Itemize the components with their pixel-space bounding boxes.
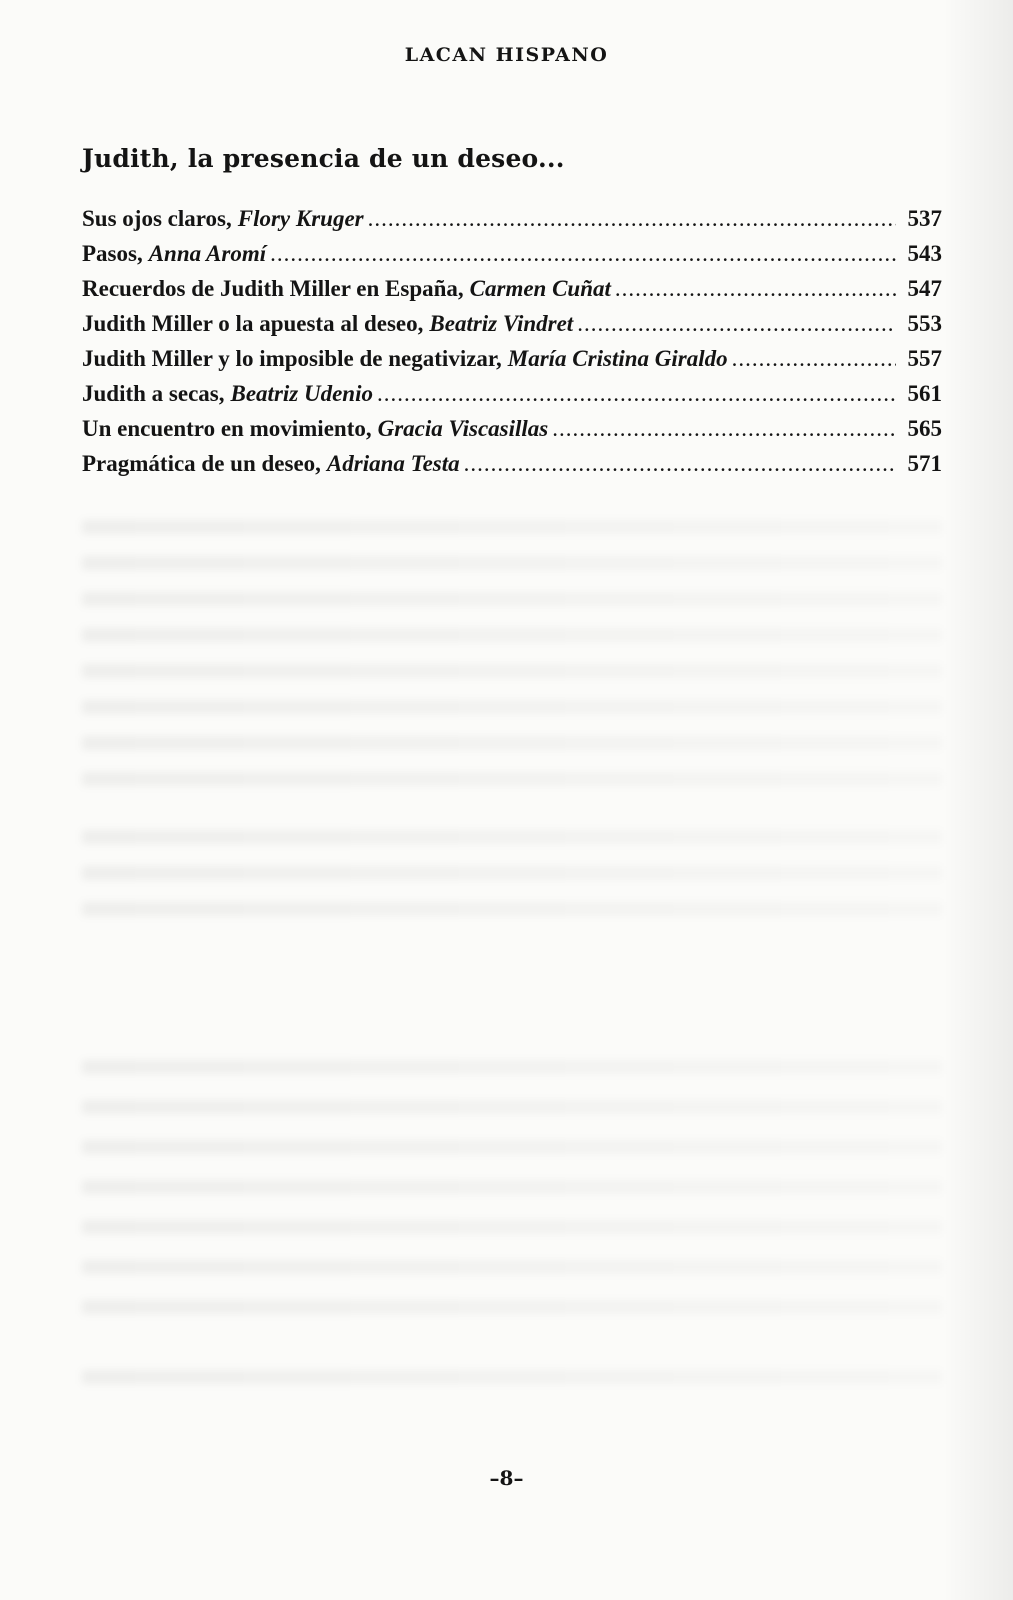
show-through-line xyxy=(82,866,942,880)
running-head: LACAN HISPANO xyxy=(404,44,609,66)
toc-entry-page: 547 xyxy=(907,276,942,301)
toc-entry xyxy=(82,276,942,311)
show-through-line xyxy=(82,1140,942,1154)
dot-leader xyxy=(552,416,896,442)
dot-leader xyxy=(732,346,896,372)
show-through-line xyxy=(82,830,942,844)
toc-entry-page: 543 xyxy=(907,241,942,266)
show-through-line xyxy=(82,1060,942,1074)
toc-entry xyxy=(82,206,942,241)
toc-entry-title: Judith Miller o la apuesta al deseo, xyxy=(82,311,424,336)
show-through-line xyxy=(82,700,942,714)
dot-leader xyxy=(377,381,896,407)
show-through-line xyxy=(82,592,942,606)
toc-entry-title: Pasos, xyxy=(82,241,143,266)
toc-entry-author: Beatriz Vindret xyxy=(429,311,574,336)
toc-entry xyxy=(82,416,942,451)
show-through-line xyxy=(82,628,942,642)
show-through-line xyxy=(82,1260,942,1274)
toc-entry-title: Judith a secas, xyxy=(82,381,225,406)
page-edge-shadow xyxy=(943,0,1013,1600)
toc-entry-page: 557 xyxy=(907,346,942,371)
table-of-contents xyxy=(82,206,942,486)
show-through-line xyxy=(82,1300,942,1314)
toc-entry-page: 561 xyxy=(907,381,942,406)
dot-leader xyxy=(615,276,896,302)
toc-entry-title: Un encuentro en movimiento, xyxy=(82,416,372,441)
toc-entry xyxy=(82,241,942,276)
show-through-line xyxy=(82,1100,942,1114)
toc-entry xyxy=(82,346,942,381)
toc-entry-title: Recuerdos de Judith Miller en España, xyxy=(82,276,464,301)
toc-entry-author: Anna Aromí xyxy=(148,241,267,266)
toc-entry-author: Carmen Cuñat xyxy=(469,276,611,301)
show-through-line xyxy=(82,664,942,678)
dot-leader xyxy=(577,311,896,337)
show-through-line xyxy=(82,556,942,570)
toc-entry-page: 537 xyxy=(907,206,942,231)
show-through-line xyxy=(82,1180,942,1194)
toc-entry-author: Beatriz Udenio xyxy=(230,381,373,406)
toc-entry-title: Pragmática de un deseo, xyxy=(82,451,321,476)
toc-entry-title: Sus ojos claros, xyxy=(82,206,232,231)
show-through-line xyxy=(82,520,942,534)
toc-entry xyxy=(82,311,942,346)
show-through-line xyxy=(82,1220,942,1234)
show-through-line xyxy=(82,1370,942,1384)
page-number: –8– xyxy=(489,1466,524,1490)
toc-entry xyxy=(82,381,942,416)
toc-entry-author: María Cristina Giraldo xyxy=(507,346,728,371)
show-through-line xyxy=(82,772,942,786)
toc-entry-page: 571 xyxy=(907,451,942,476)
show-through-line xyxy=(82,902,942,916)
toc-entry-author: Flory Kruger xyxy=(237,206,364,231)
dot-leader xyxy=(270,241,896,267)
dot-leader xyxy=(464,451,896,477)
toc-entry-author: Adriana Testa xyxy=(326,451,460,476)
toc-entry-title: Judith Miller y lo imposible de negativizar, xyxy=(82,346,502,371)
dot-leader xyxy=(368,206,896,232)
toc-entry-author: Gracia Viscasillas xyxy=(377,416,549,441)
toc-entry xyxy=(82,451,942,486)
section-title: Judith, la presencia de un deseo... xyxy=(82,144,565,173)
toc-entry-page: 565 xyxy=(907,416,942,441)
toc-entry-page: 553 xyxy=(907,311,942,336)
show-through-line xyxy=(82,736,942,750)
